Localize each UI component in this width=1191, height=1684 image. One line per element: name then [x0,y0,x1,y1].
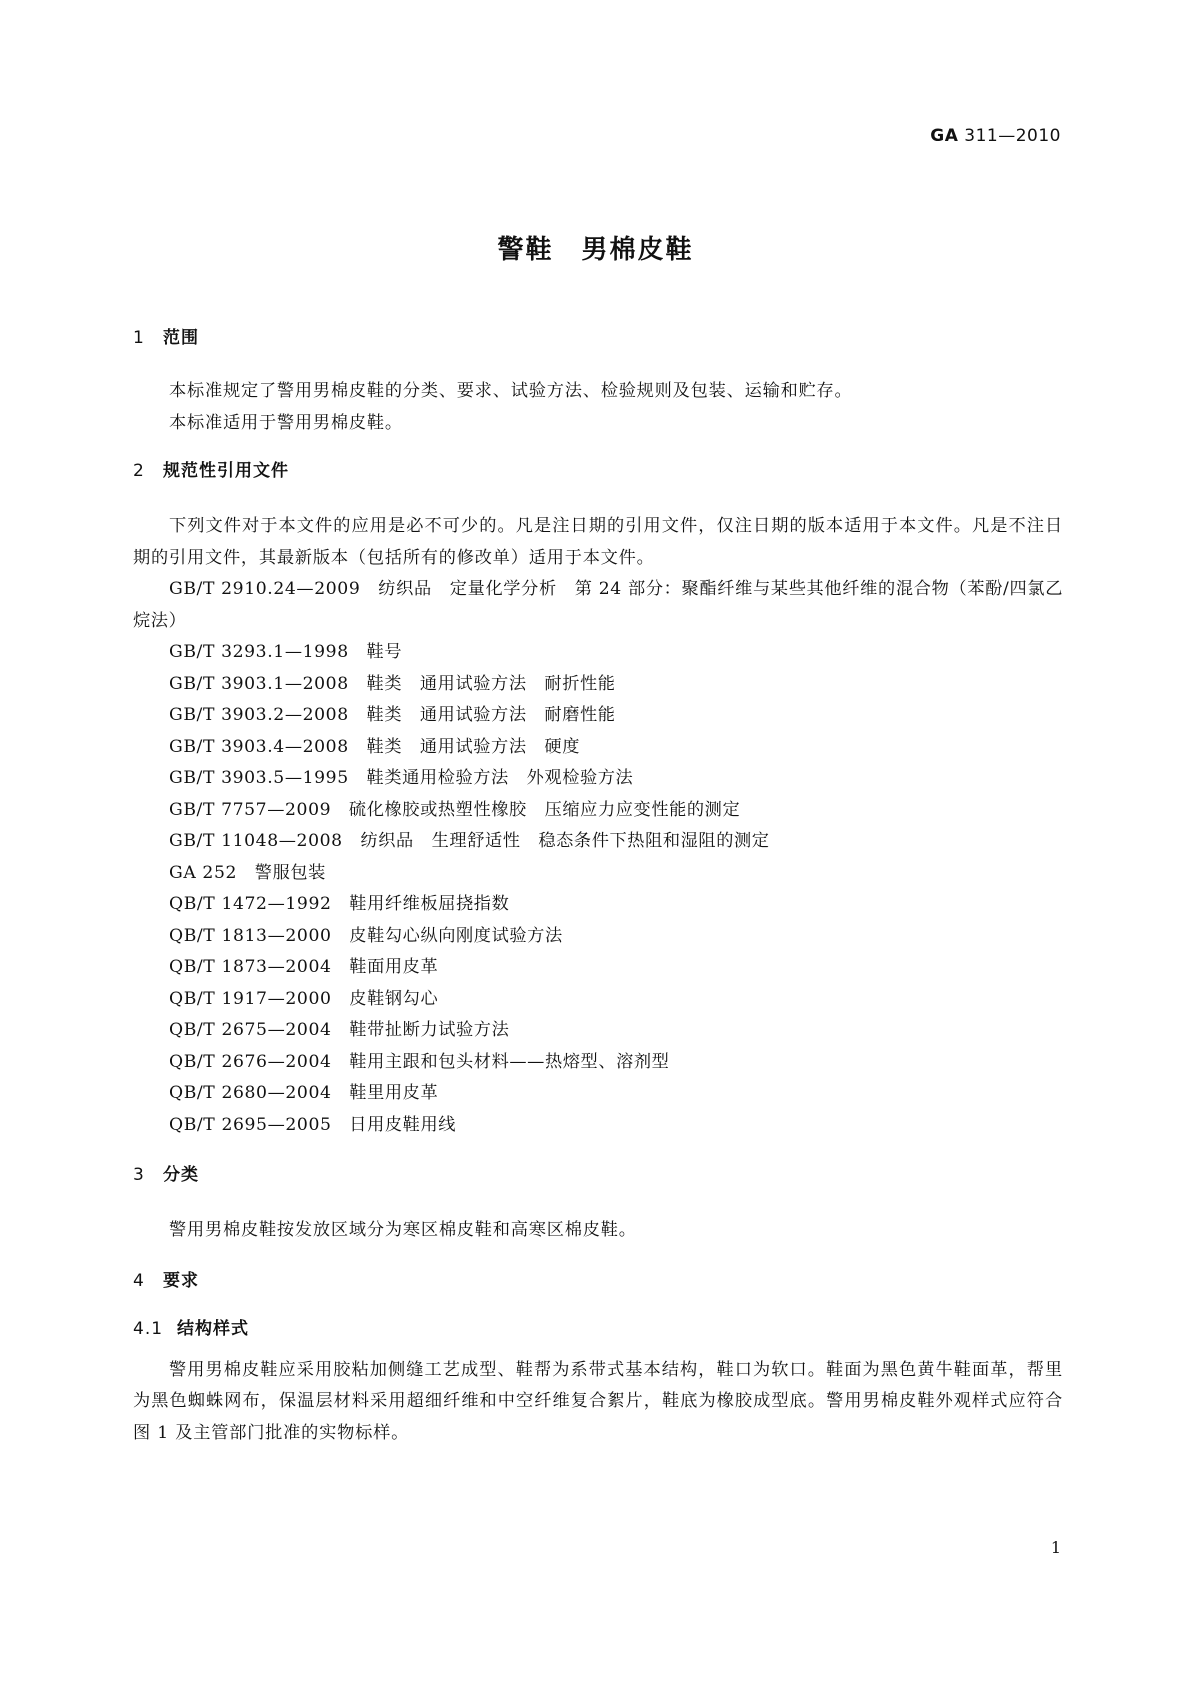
reference-list [133,574,1063,1141]
reference-item: QB/T 2680—2004 鞋里用皮革 [169,1083,439,1103]
section-title: 分类 [163,1165,199,1185]
reference-item: QB/T 1472—1992 鞋用纤维板屈挠指数 [169,894,510,914]
reference-item: GB/T 11048—2008 纺织品 生理舒适性 稳态条件下热阻和湿阻的测定 [169,831,770,851]
standard-number: 311—2010 [964,126,1061,146]
reference-item: QB/T 1813—2000 皮鞋勾心纵向刚度试验方法 [169,925,563,946]
reference-item: QB/T 2675—2004 鞋带扯断力试验方法 [169,1020,510,1040]
paragraph: 本标准规定了警用男棉皮鞋的分类、要求、试验方法、检验规则及包装、运输和贮存。 [169,381,853,401]
paragraph: 下列文件对于本文件的应用是必不可少的。凡是注日期的引用文件，仅注日期的版本适用于本文件。凡是不注日期的引用文件，其最新版本（包括所有的修改单）适用于本文件。 [133,516,1063,568]
section-title: 规范性引用文件 [163,461,289,481]
reference-item: GB/T 2910.24—2009 纺织品 定量化学分析 第 24 部分：聚酯纤维与某些其他纤维的混合物（苯酚/四氯乙烷法） [133,579,1063,631]
reference-item: QB/T 2695—2005 日用皮鞋用线 [169,1114,457,1135]
section-number: 1 [133,328,145,348]
document-body [133,328,1063,1449]
section-heading-requirements [133,1271,1063,1291]
section-heading-normative-refs [133,461,1063,481]
reference-item: GB/T 3903.4—2008 鞋类 通用试验方法 硬度 [169,736,580,757]
paragraph: 警用男棉皮鞋应采用胶粘加侧缝工艺成型、鞋帮为系带式基本结构，鞋口为软口。鞋面为黑色黄牛鞋面革，帮里为黑色蜘蛛网布，保温层材料采用超细纤维和中空纤维复合絮片，鞋底为橡胶成型底。警用男棉皮鞋外观样式应符合图 1 及主管部门批准的实物标样。 [133,1359,1063,1443]
reference-item: GB/T 7757—2009 硫化橡胶或热塑性橡胶 压缩应力应变性能的测定 [169,799,741,820]
standard-code [930,126,1061,146]
section-title: 要求 [163,1270,199,1291]
reference-item: GB/T 3903.1—2008 鞋类 通用试验方法 耐折性能 [169,673,616,694]
reference-item: GB/T 3293.1—1998 鞋号 [169,642,403,662]
paragraph: 警用男棉皮鞋按发放区域分为寒区棉皮鞋和高寒区棉皮鞋。 [169,1220,637,1240]
subsection-title: 结构样式 [177,1318,249,1339]
subsection-number: 4.1 [133,1318,164,1339]
document-title: 警鞋 男棉皮鞋 [497,235,694,265]
reference-item: QB/T 1873—2004 鞋面用皮革 [169,957,439,977]
section-heading-scope [133,328,1063,348]
reference-item: QB/T 1917—2000 皮鞋钢勾心 [169,988,439,1009]
paragraph: 本标准适用于警用男棉皮鞋。 [169,412,403,433]
section-title: 范围 [163,328,199,348]
reference-item: QB/T 2676—2004 鞋用主跟和包头材料——热熔型、溶剂型 [169,1051,670,1072]
subsection-heading-structure [133,1319,1063,1339]
section-number: 4 [133,1270,145,1291]
reference-item: GB/T 3903.5—1995 鞋类通用检验方法 外观检验方法 [169,768,634,788]
reference-item: GA 252 警服包装 [169,862,326,883]
section-number: 3 [133,1165,145,1185]
section-heading-classification [133,1165,1063,1185]
standard-prefix: GA [930,126,959,146]
section-number: 2 [133,461,145,481]
reference-item: GB/T 3903.2—2008 鞋类 通用试验方法 耐磨性能 [169,705,616,725]
page-number: 1 [1050,1538,1061,1557]
